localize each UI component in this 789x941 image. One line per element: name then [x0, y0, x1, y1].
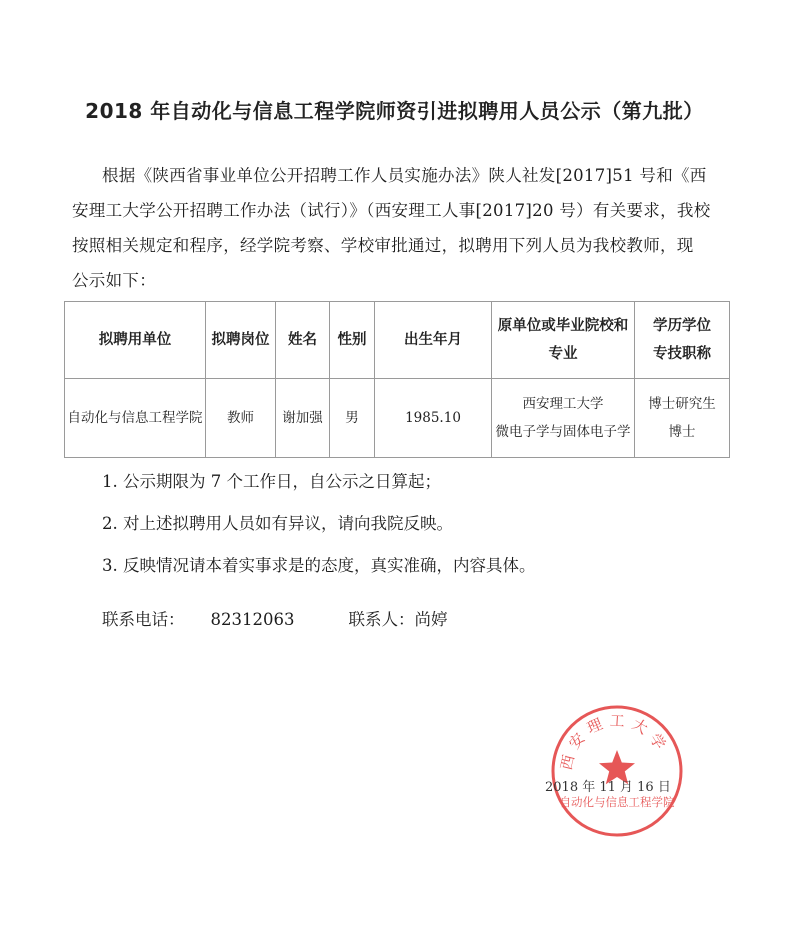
seal-inner-text: 自动化与信息工程学院 [559, 795, 675, 809]
note-item: 3. 反映情况请本着实事求是的态度，真实准确，内容具体。 [102, 556, 536, 575]
header-position: 拟聘岗位 [206, 302, 276, 379]
header-name: 姓名 [276, 302, 330, 379]
header-birth: 出生年月 [375, 302, 492, 379]
intro-paragraph [72, 158, 720, 298]
note-item: 2. 对上述拟聘用人员如有异议，请向我院反映。 [102, 514, 453, 533]
header-unit: 拟聘用单位 [65, 302, 206, 379]
cell-name: 谢加强 [276, 379, 330, 458]
note-item: 1. 公示期限为 7 个工作日，自公示之日算起； [102, 472, 441, 491]
contact-person: 尚婷 [414, 610, 448, 629]
header-gender: 性别 [330, 302, 375, 379]
cell-degree: 博士研究生 博士 [635, 379, 730, 458]
contact-person-label: 联系人： [348, 610, 415, 629]
contact-line [102, 606, 447, 630]
table-row [65, 379, 730, 458]
header-degree: 学历学位 专技职称 [635, 302, 730, 379]
cell-position: 教师 [206, 379, 276, 458]
header-origin: 原单位或毕业院校和 专业 [492, 302, 635, 379]
cell-birth: 1985.10 [375, 379, 492, 458]
intro-line-3: 按照相关规定和程序，经学院考察、学校审批通过，拟聘用下列人员为我校教师，现 [72, 236, 694, 255]
seal-outer-text: 西安理工大学 [557, 711, 673, 772]
intro-line-4: 公示如下： [72, 271, 156, 290]
document-title: 2018 年自动化与信息工程学院师资引进拟聘用人员公示（第九批） [85, 99, 704, 123]
document-date: 2018 年 11 月 16 日 [545, 780, 671, 795]
official-seal-icon [548, 702, 686, 840]
contact-phone: 82312063 [210, 610, 295, 629]
intro-line-1: 根据《陕西省事业单位公开招聘工作人员实施办法》陕人社发[2017]51 号和《西 [102, 166, 707, 185]
cell-origin: 西安理工大学 微电子学与固体电子学 [492, 379, 635, 458]
cell-unit: 自动化与信息工程学院 [65, 379, 206, 458]
notes-list [102, 467, 722, 593]
contact-phone-label: 联系电话： [102, 610, 185, 629]
candidate-table [64, 301, 730, 458]
cell-gender: 男 [330, 379, 375, 458]
intro-line-2: 安理工大学公开招聘工作办法（试行）》（西安理工人事[2017]20 号）有关要求，我校 [72, 201, 711, 220]
table-header-row [65, 302, 730, 379]
